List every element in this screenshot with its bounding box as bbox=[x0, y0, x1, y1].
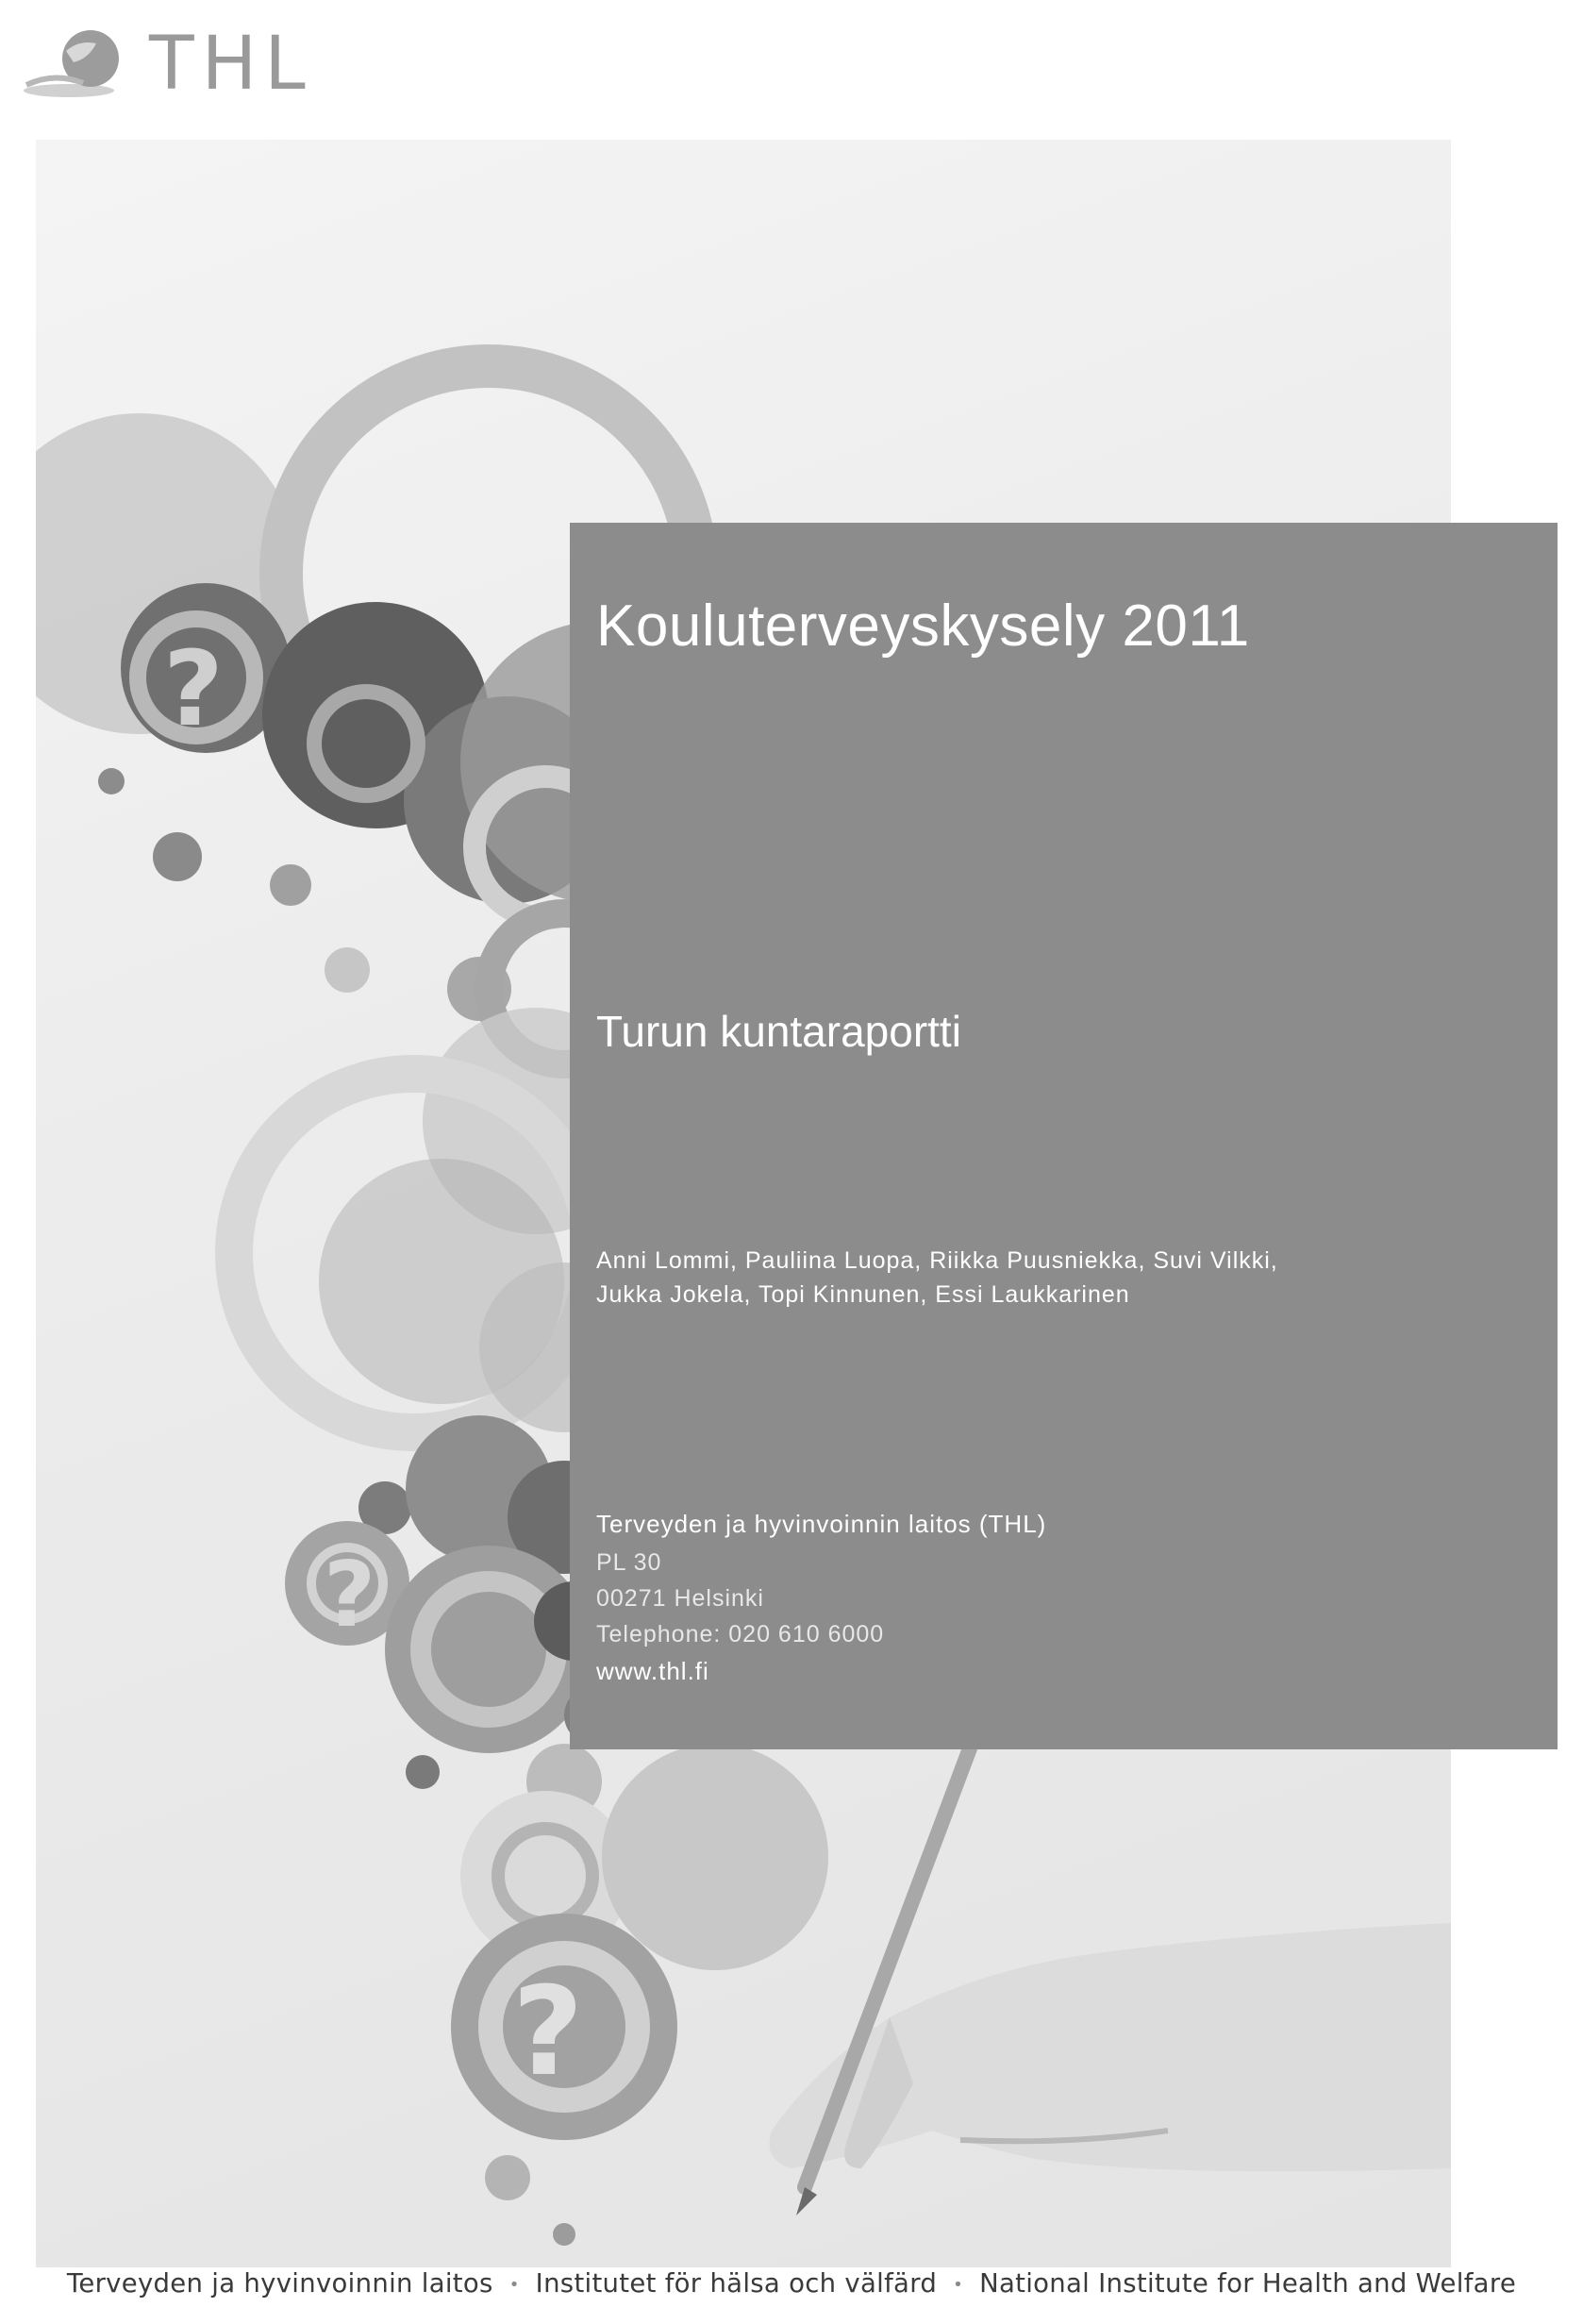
svg-text:?: ? bbox=[324, 1544, 376, 1647]
title-panel bbox=[570, 523, 1558, 1749]
telephone: Telephone: 020 610 6000 bbox=[596, 1621, 885, 1647]
report-title: Kouluterveyskysely 2011 bbox=[596, 594, 1250, 659]
thl-logo bbox=[17, 15, 319, 107]
authors bbox=[596, 1244, 1278, 1312]
footer-name-finnish: Terveyden ja hyvinvoinnin laitos bbox=[66, 2268, 493, 2299]
svg-text:?: ? bbox=[163, 628, 224, 749]
footer-name-swedish: Institutet för hälsa och välfärd bbox=[535, 2268, 938, 2299]
footer bbox=[0, 2268, 1583, 2299]
svg-text:?: ? bbox=[512, 1960, 584, 2103]
logo-text: THL bbox=[149, 22, 313, 107]
authors-line-1: Anni Lommi, Pauliina Luopa, Riikka Puusniekka, Suvi Vilkki, bbox=[596, 1247, 1278, 1274]
globe-icon bbox=[17, 15, 140, 100]
footer-name-english: National Institute for Health and Welfare bbox=[979, 2268, 1517, 2299]
footer-separator: • bbox=[508, 2274, 520, 2295]
website-link[interactable]: www.thl.fi bbox=[596, 1657, 709, 1685]
institute-name: Terveyden ja hyvinvoinnin laitos (THL) bbox=[596, 1510, 1047, 1538]
report-subtitle: Turun kuntaraportti bbox=[596, 1007, 961, 1056]
footer-separator: • bbox=[953, 2274, 964, 2295]
address-po-box: PL 30 bbox=[596, 1549, 662, 1576]
authors-line-2: Jukka Jokela, Topi Kinnunen, Essi Laukkarinen bbox=[596, 1281, 1130, 1308]
address-city: 00271 Helsinki bbox=[596, 1585, 764, 1612]
